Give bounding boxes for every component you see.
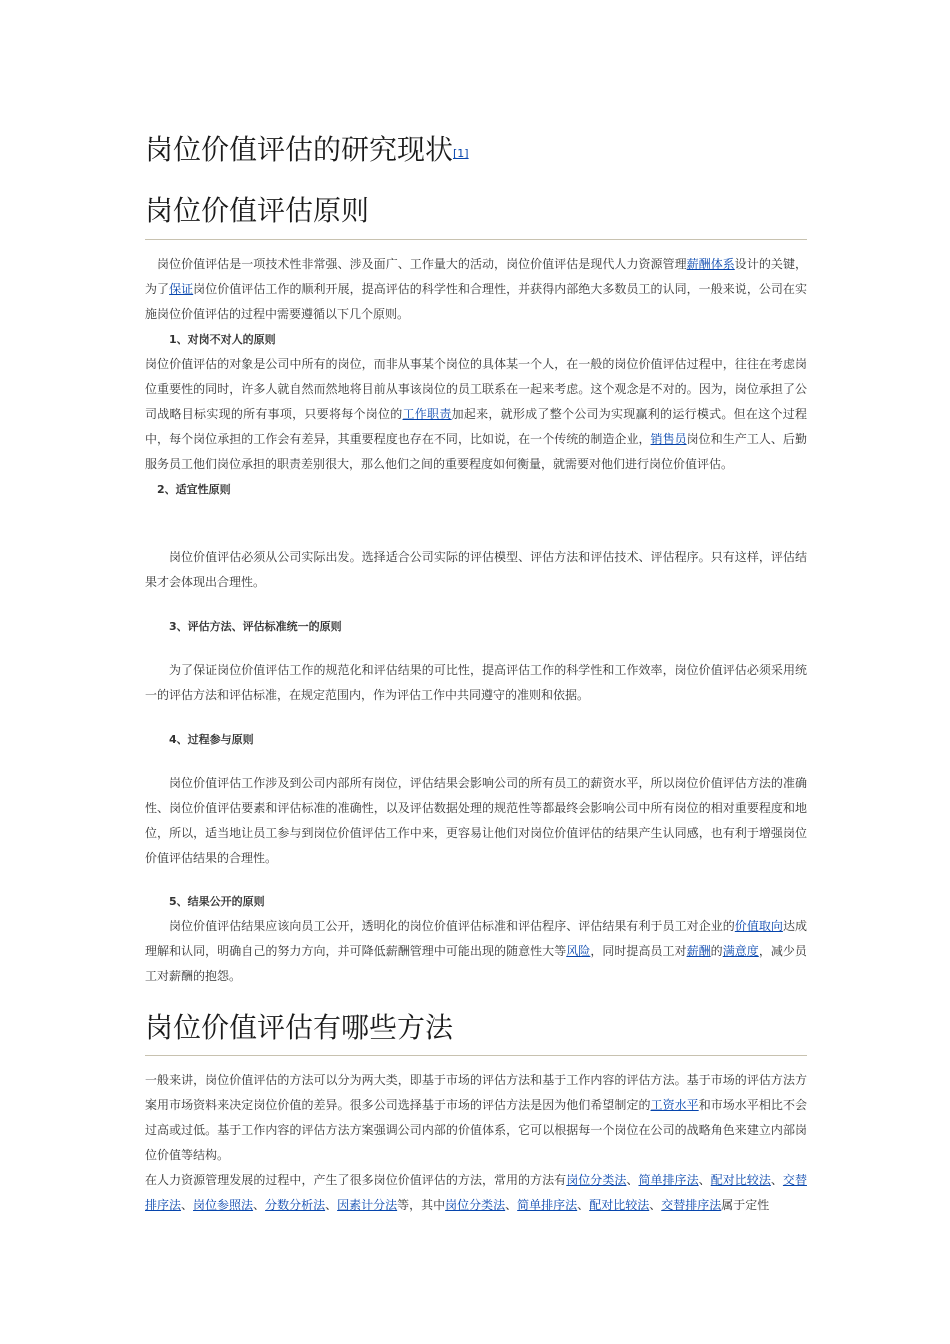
- link-simple-ranking[interactable]: 简单排序法: [638, 1173, 699, 1187]
- principle-2-heading: 2、适宜性原则: [157, 483, 231, 496]
- methods-heading: 岗位价值评估有哪些方法: [145, 1011, 454, 1044]
- heading-divider: [145, 239, 807, 240]
- link-alternation-ranking[interactable]: 交替排序法: [661, 1198, 722, 1212]
- principles-heading: 岗位价值评估原则: [145, 194, 370, 227]
- link-wage-level[interactable]: 工资水平: [650, 1098, 699, 1112]
- principle-4-body: [145, 771, 807, 871]
- link-job-duties[interactable]: 工作职责: [402, 407, 452, 421]
- link-score-analysis[interactable]: 分数分析法: [265, 1198, 326, 1212]
- principle-5-block: [145, 889, 807, 989]
- research-status-title: 岗位价值评估的研究现状: [145, 133, 454, 166]
- heading-divider: [145, 1055, 807, 1056]
- principle-5-text: 岗位价值评估结果应该向员工公开，透明化的岗位价值评估标准和评估程序、评估结果有利于员工对企业的价值取向达成理解和认同，明确自己的努力方向，并可降低薪酬管理中可能出现的随意性大等风险，同时提高员工对薪酬的满意度，减少员工对薪酬的抱怨。: [145, 919, 807, 983]
- link-factor-scoring[interactable]: 因素计分法: [337, 1198, 398, 1212]
- principles-intro: 岗位价值评估是一项技术性非常强、涉及面广、工作量大的活动，岗位价值评估是现代人力资源管理薪酬体系设计的关键，为了保证岗位价值评估工作的顺利开展，提高评估的科学性和合理性，并获得内部绝大多数员工的认同，一般来说，公司在实施岗位价值评估的过程中需要遵循以下几个原则。 1、对岗不对人的原则 岗位价值评估的对象是公司中所有的岗位，而非从事某个岗位的具体某一个人，在一般的岗位价值评估过程中，往往在考虑岗位重要性的同时，许多人就自然而然地将目前从事该岗位的员工联系在一起来考虑。这个观念是不对的。因为，岗位承担了公司战略目标实现的所有事项，只要将每个岗位的工作职责加起来，就形成了整个公司为实现赢利的运行模式。但在这个过程中，每个岗位承担的工作会有差异，其重要程度也存在不同，比如说，在一个传统的制造企业，销售员岗位和生产工人、后勤服务员工他们岗位承担的职责差别很大，那么他们之间的重要程度如何衡量，就需要对他们进行岗位价值评估。 2、适宜性原则: [145, 252, 807, 502]
- reference-link[interactable]: [1]: [453, 147, 469, 160]
- link-risk[interactable]: 风险: [566, 944, 591, 958]
- link-value-orientation[interactable]: 价值取向: [734, 919, 783, 933]
- link-salary-system[interactable]: 薪酬体系: [686, 257, 735, 271]
- link-job-classification[interactable]: 岗位分类法: [566, 1173, 627, 1187]
- research-status-heading: [145, 132, 469, 168]
- link-guarantee[interactable]: 保证: [169, 282, 194, 296]
- principle-1-text: 岗位价值评估的对象是公司中所有的岗位，而非从事某个岗位的具体某一个人，在一般的岗位价值评估过程中，往往在考虑岗位重要性的同时，许多人就自然而然地将目前从事该岗位的员工联系在一起来考虑。这个观念是不对的。因为，岗位承担了公司战略目标实现的所有事项，只要将每个岗位的工作职责加起来，就形成了整个公司为实现赢利的运行模式。但在这个过程中，每个岗位承担的工作会有差异，其重要程度也存在不同，比如说，在一个传统的制造企业，销售员岗位和生产工人、后勤服务员工他们岗位承担的职责差别很大，那么他们之间的重要程度如何衡量，就需要对他们进行岗位价值评估。: [145, 357, 807, 471]
- link-job-classification[interactable]: 岗位分类法: [445, 1198, 506, 1212]
- principle-3-text: 为了保证岗位价值评估工作的规范化和评估结果的可比性，提高评估工作的科学性和工作效率，岗位价值评估必须采用统一的评估方法和评估标准，在规定范围内，作为评估工作中共同遵守的准则和依据。: [145, 663, 807, 702]
- principle-3-block: [145, 614, 807, 639]
- link-job-reference[interactable]: 岗位参照法: [193, 1198, 254, 1212]
- methods-paragraph-2: 在人力资源管理发展的过程中，产生了很多岗位价值评估的方法，常用的方法有岗位分类法、简单排序法、配对比较法、交替排序法、岗位参照法、分数分析法、因素计分法等，其中岗位分类法、简单排序法、配对比较法、交替排序法属于定性: [145, 1173, 807, 1212]
- principle-3-heading: 3、评估方法、评估标准统一的原则: [169, 620, 342, 633]
- principle-4-block: [145, 727, 807, 752]
- principle-4-heading: 4、过程参与原则: [169, 733, 254, 746]
- link-salary[interactable]: 薪酬: [686, 944, 711, 958]
- link-paired-comparison[interactable]: 配对比较法: [589, 1198, 650, 1212]
- principle-3-body: [145, 658, 807, 708]
- link-alternation-ranking[interactable]: 交替排序法: [145, 1173, 807, 1212]
- link-simple-ranking[interactable]: 简单排序法: [517, 1198, 578, 1212]
- principle-2-block: [145, 545, 807, 595]
- principle-5-heading: 5、结果公开的原则: [169, 895, 265, 908]
- principle-2-text: 岗位价值评估必须从公司实际出发。选择适合公司实际的评估模型、评估方法和评估技术、评估程序。只有这样，评估结果才会体现出合理性。: [145, 550, 807, 589]
- methods-body: [145, 1068, 807, 1218]
- link-satisfaction[interactable]: 满意度: [722, 944, 759, 958]
- link-paired-comparison[interactable]: 配对比较法: [710, 1173, 771, 1187]
- principle-4-text: 岗位价值评估工作涉及到公司内部所有岗位，评估结果会影响公司的所有员工的薪资水平，所以岗位价值评估方法的准确性、岗位价值评估要素和评估标准的准确性，以及评估数据处理的规范性等都最终会影响公司中所有岗位的相对重要程度和地位，所以，适当地让员工参与到岗位价值评估工作中来，更容易让他们对岗位价值评估的结果产生认同感，也有利于增强岗位价值评估结果的合理性。: [145, 776, 807, 865]
- methods-paragraph-1: 一般来讲，岗位价值评估的方法可以分为两大类，即基于市场的评估方法和基于工作内容的评估方法。基于市场的评估方法方案用市场资料来决定岗位价值的差异。很多公司选择基于市场的评估方法是因为他们希望制定的工资水平和市场水平相比不会过高或过低。基于工作内容的评估方法方案强调公司内部的价值体系，它可以根据每一个岗位在公司的战略角色来建立内部岗位价值等结构。: [145, 1073, 807, 1162]
- link-salesperson[interactable]: 销售员: [650, 432, 687, 446]
- principle-1-heading: 1、对岗不对人的原则: [169, 333, 276, 346]
